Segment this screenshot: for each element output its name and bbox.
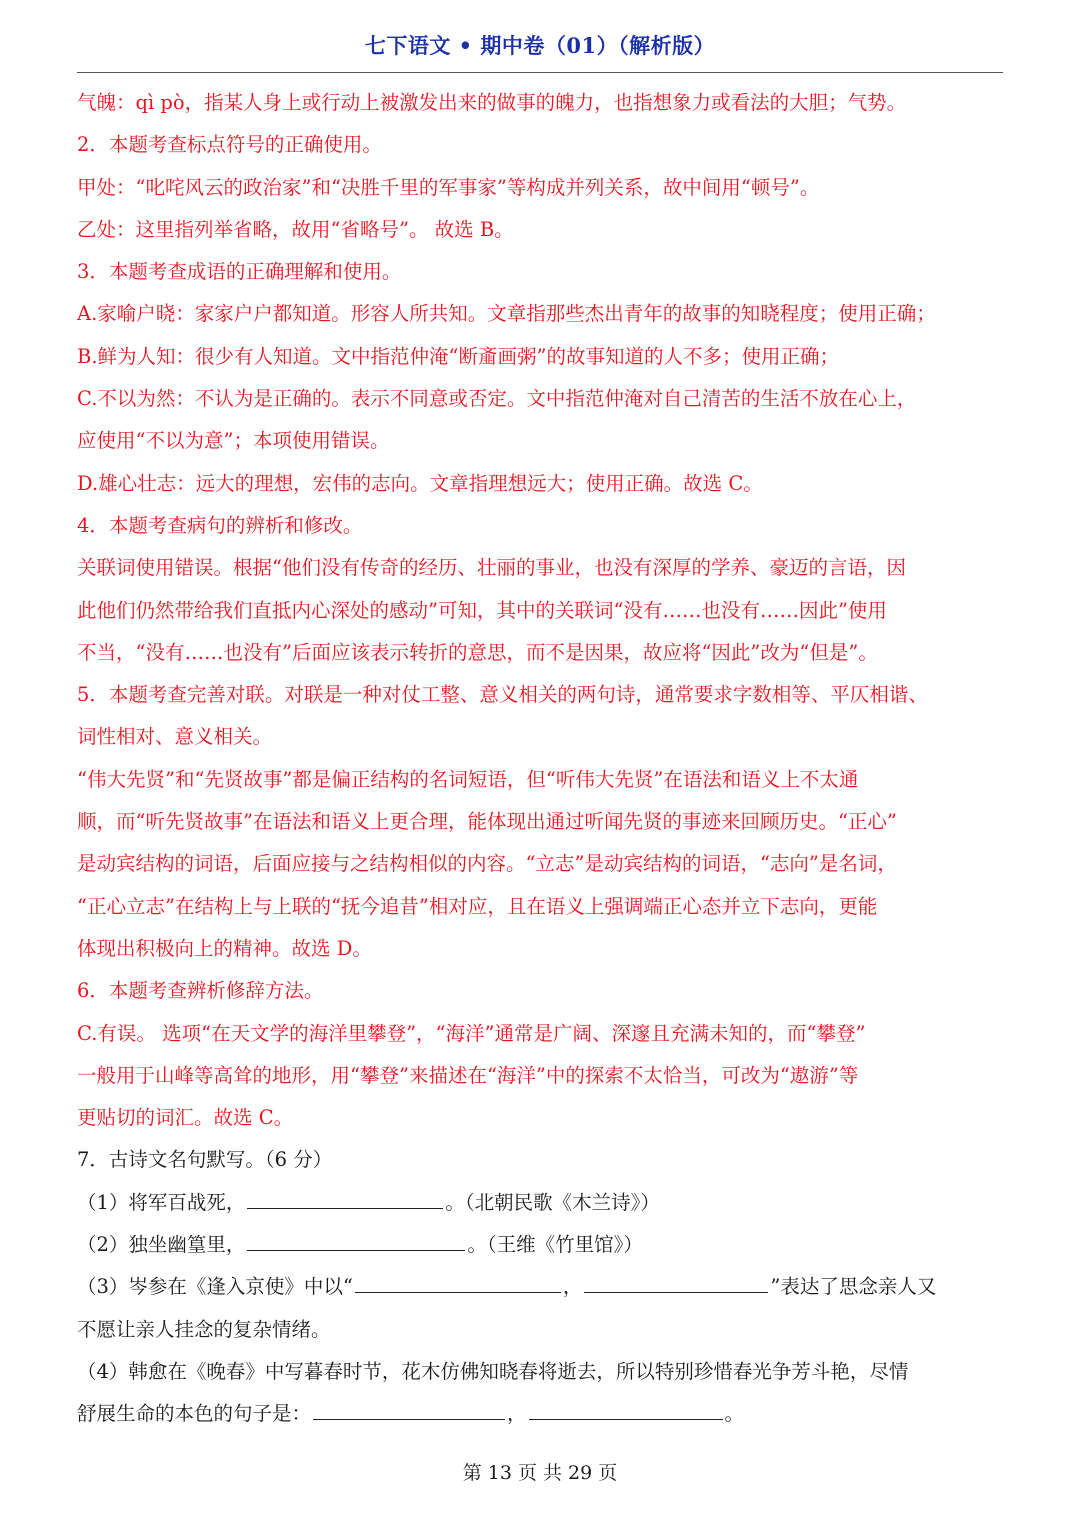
q3-answer-blank-1[interactable]: [355, 1272, 561, 1293]
answer-line: D.雄心壮志：远大的理想，宏伟的志向。文章指理想远大；使用正确。故选 C。: [77, 471, 763, 495]
q1-source: 。（北朝民歌《木兰诗》）: [445, 1190, 660, 1214]
q3-prompt: （3）岑参在《逢入京使》中以“: [77, 1275, 353, 1299]
answer-line: 6．本题考查辨析修辞方法。: [77, 979, 324, 1003]
page-number: 第 13 页 共 29 页: [462, 1462, 618, 1484]
q4-end: 。: [724, 1402, 745, 1426]
answer-line: 更贴切的词汇。故选 C。: [77, 1106, 294, 1130]
answer-line: 应使用“不以为意”；本项使用错误。: [77, 429, 390, 453]
answer-line: “伟大先贤”和“先贤故事”都是偏正结构的名词短语，但“听伟大先贤”在语法和语义上不太通: [77, 767, 859, 791]
q3-prompt-end: ”表达了思念亲人又: [770, 1275, 937, 1299]
answer-line: 2．本题考查标点符号的正确使用。: [77, 133, 382, 157]
question-7-title: 7．古诗文名句默写。（6 分）: [77, 1148, 333, 1172]
answer-line: 5．本题考查完善对联。对联是一种对仗工整、意义相关的两句诗，通常要求字数相等、平仄相谐、: [77, 683, 928, 707]
answer-line: 体现出积极向上的精神。故选 D。: [77, 936, 372, 960]
q2-prompt: （2）独坐幽篁里，: [77, 1233, 246, 1257]
answer-line: 不当，“没有……也没有”后面应该表示转折的意思，而不是因果，故应将“因此”改为“但是”。: [77, 640, 878, 664]
q1-answer-blank[interactable]: [247, 1188, 443, 1209]
answer-line: 气魄：qì pò，指某人身上或行动上被激发出来的做事的魄力，也指想象力或看法的大胆；气势。: [77, 91, 907, 114]
page-header-title: 七下语文 • 期中卷（01）（解析版）: [364, 33, 716, 58]
answer-line: 一般用于山峰等高耸的地形，用“攀登”来描述在“海洋”中的探索不太恰当，可改为“遨游”等: [77, 1063, 859, 1087]
answer-line: 4．本题考查病句的辨析和修改。: [77, 513, 363, 537]
answer-line: 顺，而“听先贤故事”在语法和语义上更合理，能体现出通过听闻先贤的事迹来回顾历史。“正心”: [77, 810, 897, 834]
question-7-item-3-cont: 不愿让亲人挂念的复杂情绪。: [77, 1317, 331, 1341]
header-divider: [77, 72, 1003, 73]
answer-line: C.不以为然：不认为是正确的。表示不同意或否定。文中指范仲淹对自己清苦的生活不放在心上，: [77, 387, 917, 411]
q4-prompt: 舒展生命的本色的句子是：: [77, 1402, 312, 1426]
answer-line: 此他们仍然带给我们直抵内心深处的感动”可知，其中的关联词“没有……也没有……因此”使用: [77, 598, 887, 622]
answer-line: 甲处：“叱咤风云的政治家”和“决胜千里的军事家”等构成并列关系，故中间用“顿号”。: [77, 175, 820, 199]
page-content: [77, 82, 1003, 1436]
answer-line: 3．本题考查成语的正确理解和使用。: [77, 260, 402, 284]
q4-answer-blank-2[interactable]: [529, 1399, 723, 1420]
q2-answer-blank[interactable]: [247, 1230, 465, 1251]
question-7-item-4: （4）韩愈在《晚春》中写暮春时节，花木仿佛知晓春将逝去，所以特别珍惜春光争芳斗艳，尽情: [77, 1359, 909, 1383]
q1-prompt: （1）将军百战死，: [77, 1190, 246, 1214]
q2-source: 。（王维《竹里馆》）: [467, 1233, 643, 1257]
q4-answer-blank-1[interactable]: [313, 1399, 505, 1420]
question-7-item-2: [77, 1224, 1003, 1266]
answer-line: B.鲜为人知：很少有人知道。文中指范仲淹“断齑画粥”的故事知道的人不多；使用正确；: [77, 344, 839, 368]
answer-explanations: [77, 82, 1003, 1139]
answer-line: C.有误。 选项“在天文学的海洋里攀登”，“海洋”通常是广阔、深邃且充满未知的，而“攀登”: [77, 1021, 866, 1045]
answer-line: 词性相对、意义相关。: [77, 725, 273, 749]
q4-separator: ，: [507, 1402, 527, 1426]
q3-separator: ，: [562, 1275, 583, 1299]
answer-line: 乙处：这里指列举省略，故用“省略号”。 故选 B。: [77, 217, 514, 241]
answer-line: “正心立志”在结构上与上联的“抚今追昔”相对应，且在语义上强调端正心态并立下志向，更能: [77, 894, 878, 918]
answer-line: 是动宾结构的词语，后面应接与之结构相似的内容。“立志”是动宾结构的词语，“志向”是名词，: [77, 852, 897, 876]
q3-answer-blank-2[interactable]: [584, 1272, 768, 1293]
question-7-item-1: [77, 1182, 1003, 1224]
answer-line: A.家喻户晓：家家户户都知道。形容人所共知。文章指那些杰出青年的故事的知晓程度；使用正确；: [77, 302, 936, 326]
question-7-item-4-cont: [77, 1393, 1003, 1435]
question-7-item-3: [77, 1266, 1003, 1308]
answer-line: 关联词使用错误。根据“他们没有传奇的经历、壮丽的事业，也没有深厚的学养、豪迈的言语，因: [77, 556, 906, 580]
